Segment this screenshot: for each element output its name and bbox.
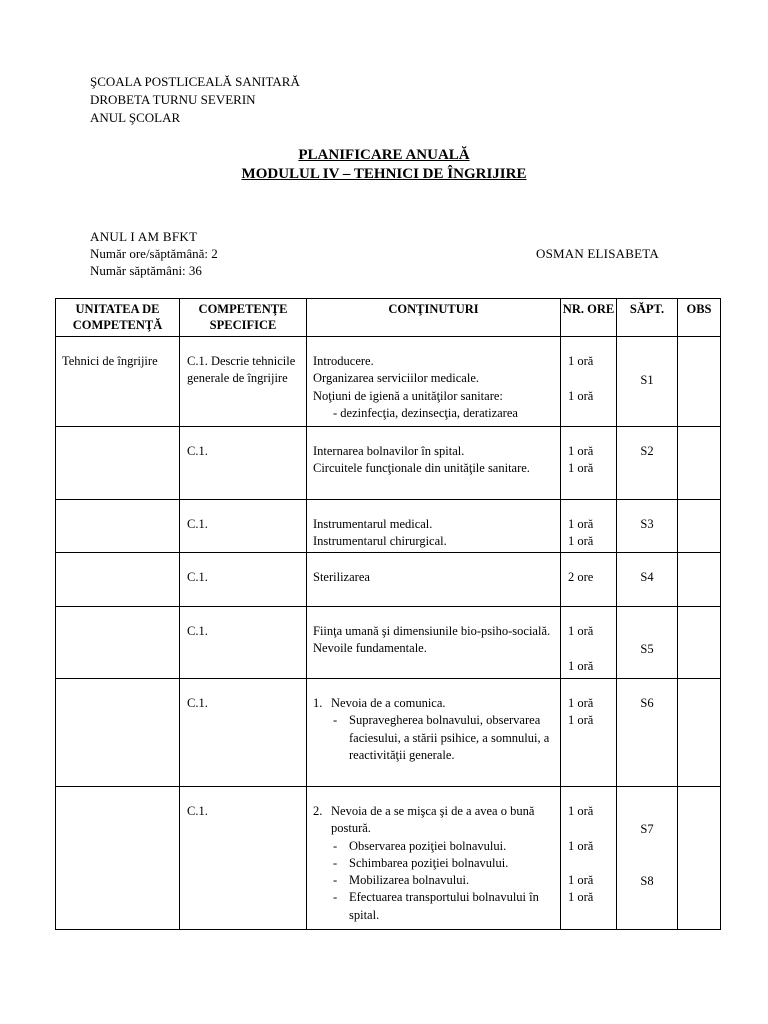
competence-cell: C.1. <box>180 787 307 930</box>
weeks-count: Număr săptămâni: 36 <box>90 263 202 278</box>
year-class: ANUL I AM BFKT <box>90 229 198 244</box>
school-name: ŞCOALA POSTLICEALĂ SANITARĂ <box>90 74 300 89</box>
table-row <box>56 553 721 607</box>
competence-cell: C.1. <box>180 607 307 679</box>
header-unit: UNITATEA DE COMPETENŢĂ <box>56 299 180 337</box>
unit-cell <box>56 500 180 553</box>
table-row <box>56 679 721 787</box>
hours-cell: 1 oră 1 oră <box>561 679 617 787</box>
week-cell: S5 <box>617 607 678 679</box>
hours-cell: 1 oră 1 oră 1 oră 1 oră <box>561 787 617 930</box>
obs-cell <box>678 553 721 607</box>
competence-cell: C.1. <box>180 679 307 787</box>
numbered-item: 2. Nevoia de a se mişca şi de a avea o bună postură. <box>313 804 535 836</box>
content-cell <box>307 679 561 787</box>
week-cell: S1 <box>617 337 678 427</box>
hours-cell: 1 oră 1 oră <box>561 607 617 679</box>
school-header <box>90 73 300 127</box>
competence-cell: C.1. Descrie tehnicile generale de îngrijire <box>180 337 307 427</box>
hours-cell: 1 oră 1 oră <box>561 427 617 500</box>
table-row <box>56 427 721 500</box>
hours-cell: 2 ore <box>561 553 617 607</box>
table-row <box>56 337 721 427</box>
content-cell: Sterilizarea <box>307 553 561 607</box>
obs-cell <box>678 337 721 427</box>
week-cell: S4 <box>617 553 678 607</box>
hours-cell: 1 oră 1 oră <box>561 500 617 553</box>
week-cell: S7 S8 <box>617 787 678 930</box>
obs-cell <box>678 427 721 500</box>
table-header-row <box>56 299 721 337</box>
content-cell: Introducere. Organizarea serviciilor medicale. Noţiuni de igienă a unităţilor sanitare: - dezinfecţia, dezinsecţia, deratizarea <box>307 337 561 427</box>
hours-cell: 1 oră 1 oră <box>561 337 617 427</box>
bullet-item: - Mobilizarea bolnavului. <box>313 872 556 889</box>
header-obs: OBS <box>678 299 721 337</box>
obs-cell <box>678 679 721 787</box>
unit-cell <box>56 607 180 679</box>
document-subtitle: MODULUL IV – TEHNICI DE ÎNGRIJIRE <box>241 166 527 182</box>
numbered-item: 1. Nevoia de a comunica. <box>313 696 446 710</box>
school-year: ANUL ŞCOLAR <box>90 110 181 125</box>
unit-cell <box>56 553 180 607</box>
header-week: SĂPT. <box>617 299 678 337</box>
unit-cell <box>56 427 180 500</box>
content-cell: Instrumentarul medical. Instrumentarul chirurgical. <box>307 500 561 553</box>
header-content: CONŢINUTURI <box>307 299 561 337</box>
week-cell: S6 <box>617 679 678 787</box>
table-row <box>56 787 721 930</box>
competence-cell: C.1. <box>180 553 307 607</box>
content-cell: Internarea bolnavilor în spital. Circuitele funcţionale din unităţile sanitare. <box>307 427 561 500</box>
bullet-item: - Observarea poziţiei bolnavului. <box>313 838 556 855</box>
content-cell <box>307 787 561 930</box>
header-hours: NR. ORE <box>561 299 617 337</box>
hours-per-week: Număr ore/săptămână: 2 <box>90 246 218 261</box>
school-city: DROBETA TURNU SEVERIN <box>90 92 256 107</box>
document-title: PLANIFICARE ANUALĂ <box>298 147 470 163</box>
obs-cell <box>678 500 721 553</box>
unit-cell: Tehnici de îngrijire <box>56 337 180 427</box>
bullet-item: - Efectuarea transportului bolnavului în spital. <box>313 889 556 924</box>
week-cell: S2 <box>617 427 678 500</box>
obs-cell <box>678 787 721 930</box>
obs-cell <box>678 607 721 679</box>
bullet-item: - Supravegherea bolnavului, observarea faciesului, a stării psihice, a somnului, a reactivităţii generale. <box>313 712 556 764</box>
teacher-name: OSMAN ELISABETA <box>536 246 659 261</box>
bullet-item: - Schimbarea poziţiei bolnavului. <box>313 855 556 872</box>
course-meta <box>90 228 218 279</box>
table-row <box>56 607 721 679</box>
week-cell: S3 <box>617 500 678 553</box>
planning-table <box>55 298 721 930</box>
header-competence: COMPETENŢE SPECIFICE <box>180 299 307 337</box>
content-cell: Fiinţa umană şi dimensiunile bio-psiho-socială. Nevoile fundamentale. <box>307 607 561 679</box>
competence-cell: C.1. <box>180 500 307 553</box>
unit-cell <box>56 787 180 930</box>
table-row <box>56 500 721 553</box>
competence-cell: C.1. <box>180 427 307 500</box>
unit-cell <box>56 679 180 787</box>
